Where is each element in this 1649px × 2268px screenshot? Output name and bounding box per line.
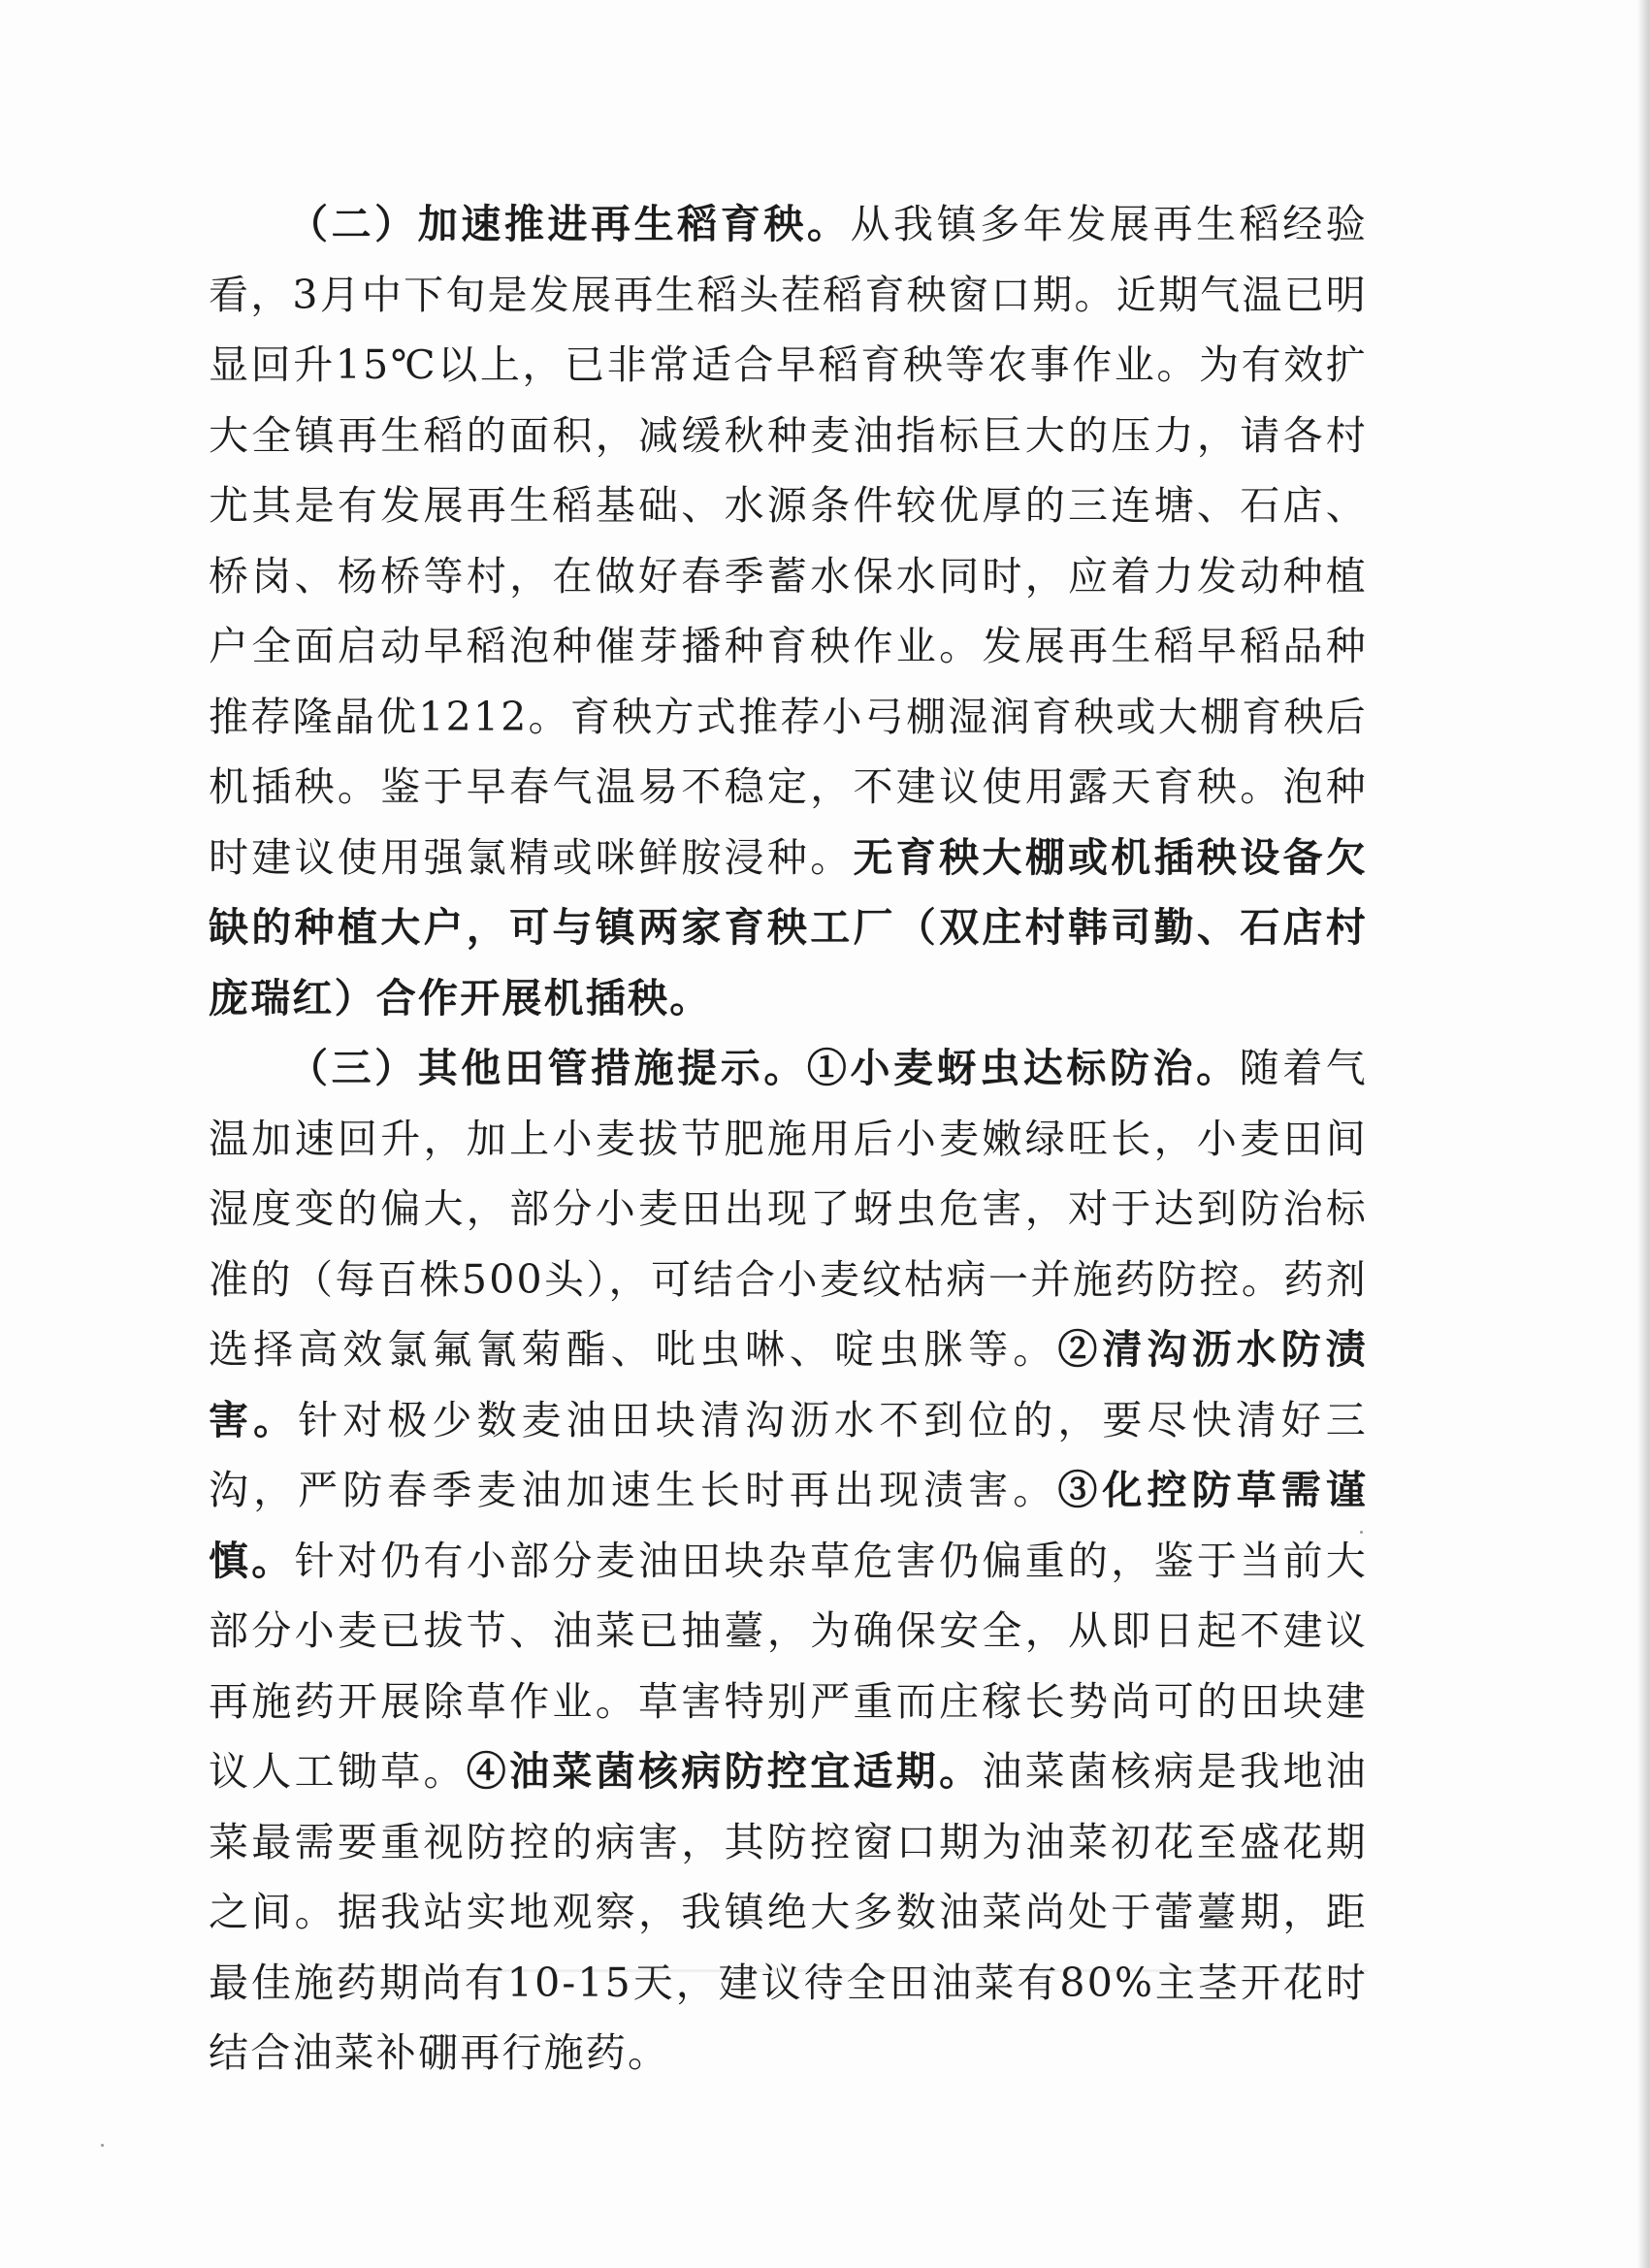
paragraph-field-management	[209, 1033, 1368, 2089]
paragraph-rice-seedling	[209, 189, 1368, 1033]
item-body-aphid: 随着气温加速回升，加上小麦拔节肥施用后小麦嫩绿旺长，小麦田间湿度变的偏大，部分小麦田出现了蚜虫危害，对于达到防治标准的（每百株500头），可结合小麦纹枯病一并施药防控。药剂选择高效氯氟氰菊酯、吡虫啉、啶虫脒等。	[209, 1045, 1369, 1373]
paragraph-text: 从我镇多年发展再生稻经验看，3月中下旬是发展再生稻头茬稻育秧窗口期。近期气温已明显回升15℃以上，已非常适合早稻育秧等农事作业。为有效扩大全镇再生稻的面积，减缓秋种麦油指标巨大的压力，请各村尤其是有发展再生稻基础、水源条件较优厚的三连塘、石店、桥岗、杨桥等村，在做好春季蓄水保水同时，应着力发动种植户全面启动早稻泡种催芽播种育秧作业。发展再生稻早稻品种推荐隆晶优1212。育秧方式推荐小弓棚湿润育秧或大棚育秧后机插秧。鉴于早春气温易不稳定，不建议使用露天育秧。泡种时建议使用强氯精或咪鲜胺浸种。	[209, 201, 1368, 881]
paragraph-bold-text: 无育秧大棚或机插秧设备欠缺的种植大户，可与镇两家育秧工厂（双庄村韩司勤、石店村庞瑞红）合作开展机插秧。	[209, 833, 1368, 1021]
item-title-sclerotinia: ④油菜菌核病防控宜适期。	[466, 1748, 983, 1795]
item-body-weed-control: 针对仍有小部分麦油田块杂草危害仍偏重的，鉴于当前大部分小麦已拔节、油菜已抽薹，为确保安全，从即日起不建议再施药开展除草作业。草害特别严重而庄稼长势尚可的田块建议人工锄草。	[209, 1537, 1369, 1795]
item-body-sclerotinia: 油菜菌核病是我地油菜最需要重视防控的病害，其防控窗口期为油菜初花至盛花期之间。据我站实地观察，我镇绝大多数油菜尚处于蕾薹期，距最佳施药期尚有10-15天，建议待全田油菜有80%主茎开花时结合油菜补硼再行施药。	[209, 1748, 1368, 2076]
paragraph-heading: （二）加速推进再生稻育秧。	[288, 201, 851, 247]
scan-bleed-through	[320, 1969, 1368, 1972]
paragraph-heading: （三）其他田管措施提示。	[288, 1045, 807, 1091]
scan-speck	[1360, 1531, 1363, 1534]
item-title-drainage: ②清沟沥水防渍害。	[209, 1326, 1368, 1443]
item-title-aphid: ①小麦蚜虫达标防治。	[806, 1045, 1240, 1091]
document-body	[209, 189, 1368, 2089]
scan-speck	[101, 2144, 104, 2147]
item-body-drainage: 针对极少数麦油田块清沟沥水不到位的，要尽快清好三沟，严防春季麦油加速生长时再出现渍害。	[209, 1396, 1368, 1513]
scan-edge-shadow	[1637, 0, 1649, 2268]
item-title-weed-control: ③化控防草需谨慎。	[209, 1467, 1368, 1584]
